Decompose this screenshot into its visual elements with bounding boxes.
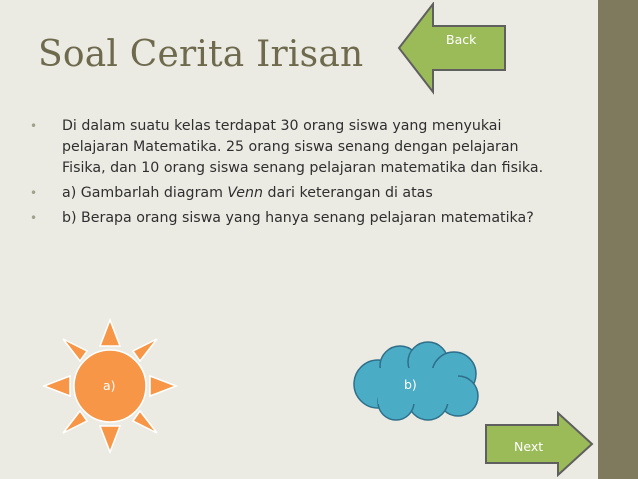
bullet-item-2 xyxy=(30,183,550,204)
bullet-text: Di dalam suatu kelas terdapat 30 orang siswa yang menyukai pelajaran Matematika. 25 orang siswa senang dengan pelajaran Fisika, dan 10 orang siswa senang pelajaran matematika dan fisika. xyxy=(62,118,544,176)
bullet-text xyxy=(62,185,433,201)
bullet-text-part: a) Gambarlah diagram xyxy=(62,185,228,201)
bullet-dot: • xyxy=(30,119,38,133)
next-button-label: Next xyxy=(514,439,544,454)
bullet-item-3 xyxy=(30,208,550,229)
bullet-dot: • xyxy=(30,186,38,200)
back-button[interactable] xyxy=(397,2,509,96)
bullet-text: b) Berapa orang siswa yang hanya senang pelajaran matematika? xyxy=(62,210,534,226)
back-arrow-icon xyxy=(399,4,505,92)
cloud-label: b) xyxy=(404,377,417,392)
back-button-label: Back xyxy=(446,32,477,47)
next-arrow-icon xyxy=(486,413,592,475)
slide-title: Soal Cerita Irisan xyxy=(38,34,364,75)
bullet-text-part: dari keterangan di atas xyxy=(263,185,433,201)
sun-label: a) xyxy=(103,378,116,393)
bullet-item-1 xyxy=(30,116,550,179)
next-button[interactable] xyxy=(484,411,594,477)
side-bar xyxy=(598,0,638,479)
bullet-dot: • xyxy=(30,211,38,225)
bullet-list xyxy=(30,116,550,233)
venn-emphasis: Venn xyxy=(227,185,264,201)
